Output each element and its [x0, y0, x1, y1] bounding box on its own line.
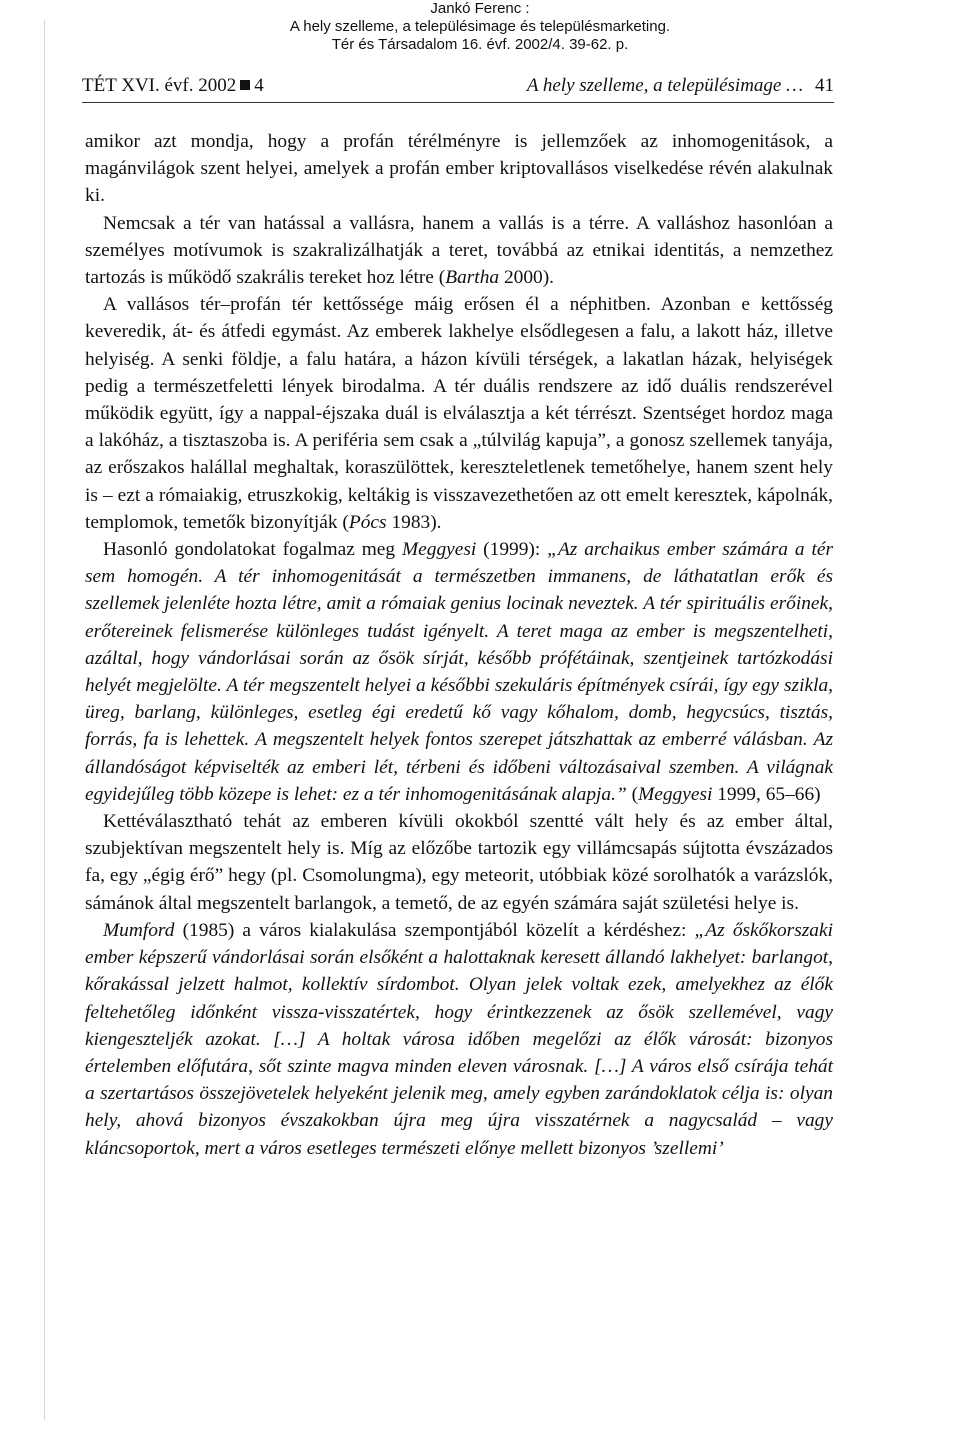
reference-meggyesi: Meggyesi	[401, 539, 477, 561]
reference-meggyesi-cite: Meggyesi	[638, 783, 713, 805]
running-head-right	[527, 74, 834, 98]
square-bullet-icon	[240, 80, 250, 90]
margin-rule	[44, 20, 45, 1420]
paragraph-4-cite-rest: 1999, 65–66)	[712, 783, 821, 805]
paragraph-2-text: Nemcsak a tér van hatással a vallásra, hanem a vallás is a térre. A valláshoz hasonlóan a személyes motívumok is szakralizálhatják a teret, továbbá az etnikai identitás, a nemzethez tartozás is működő szakrális tereket hoz létre (	[85, 212, 833, 289]
paragraph-3-end: 1983).	[386, 511, 442, 533]
issue-number: 4	[254, 75, 264, 96]
paragraph-3-text: A vallásos tér–profán tér kettőssége máig erősen él a néphitben. Azonban e kettősség keveredik, át- és átfedi egymást. Az emberek lakhelye elsődlegesen a falu, a lakott ház, illetve helyiség. A senki földje, a falu határa, a házon kívüli térségek, a lakatlan házak, helyiségek pedig a természetfeletti lények birodalma. A tér duális rendszere az idő duális rendszerével működik együtt, így a nappal-éjszaka duál is elválasztja a két térrészt. Szentséget hordoz maga a lakóház, a tisztaszoba is. A periféria sem csak a „túlvilág kapuja”, a gonosz szellemek tanyája, az erőszakos halállal meghaltak, koraszülöttek, kereszteletlenek temetőhelye, hanem szent hely is – ezt a rómaiakig, etruszkokig, keltákig is visszavezethetően az ott emelt keresztek, kápolnák, templomok, temetők bizonyítják (	[85, 294, 833, 533]
article-title: A hely szelleme, a településimage …	[526, 75, 803, 96]
paragraph-4-cite-open: (	[626, 783, 639, 805]
paragraph-4	[85, 536, 833, 808]
journal-label: TÉT XVI. évf. 2002	[82, 75, 237, 96]
paragraph-1-text: amikor azt mondja, hogy a profán térélményre is jellemzőek az inhomogenitások, a magánvilágok szent helyei, amelyek a profán ember kriptovallásos viselkedése révén alakulnak ki.	[85, 131, 833, 207]
paragraph-4-year: (1999):	[476, 539, 548, 561]
reference-mumford: Mumford	[103, 919, 175, 941]
paragraph-5	[85, 808, 833, 917]
quote-meggyesi: „Az archaikus ember számára a tér sem homogén. A tér inhomogenitását a természetben immanens, de láthatatlan erők és szellemek jelenléte hozta létre, amit a rómaiak genius locinak neveztek. A tér spirituális erőinek, erőtereinek felismerése különleges tudást igényelt. A teret maga az ember is megszentelheti, azáltal, hogy vándorlásai során az ősök sírját, később prófétáinak, szentjeinek tartózkodási helyét megjelölte. A tér megszentelt helyei a későbbi szekuláris építmények csírái, így egy szikla, üreg, barlang, különleges, esetleg égi eredetű kő vagy kőhalom, domb, hegycsúcs, tisztás, forrás, fa is lehettek. A megszentelt helyek fontos szerepet játszhattak az emberré válásban. Az állandóságot képviselték az emberi lét, térbeni és időbeni változásaival szemben. A világnak egyidejűleg több közepe is lehet: ez a tér inhomogenitásának alapja.”	[85, 539, 833, 805]
reference-bartha: Bartha	[445, 267, 500, 289]
citation-source: Tér és Társadalom 16. évf. 2002/4. 39-62. p.	[331, 36, 629, 53]
paragraph-6	[85, 917, 833, 1162]
page-number: 41	[815, 75, 834, 96]
quote-mumford: „Az őskőkorszaki ember képszerű vándorlásai során elsőként a halottaknak keresett állandó lakhelyet: barlangot, kőrakással jelzett halmot, kollektív sírdombot. Olyan jelek voltak ezek, amelyekhez az élők feltehetőleg időnként vissza-visszatértek, hogy érintkezzenek az ősök szellemével, vagy kiengeszteljék azokat. […] A holtak városa időben megelőzi az élők városát: bizonyos értelemben előfutára, sőt szinte magva minden eleven városnak. […] A város első csírája tehát a szertartásos összejövetelek helyeként jelenik meg, amely egyben zarándoklatok célja is: olyan hely, ahová bizonyos évszakokban újra meg újra visszatérnek a nagycsalád – vagy kláncsoportok, mert a város esetleges természeti előnye mellett bizonyos ’szellemi’	[85, 919, 833, 1159]
paragraph-4-intro: Hasonló gondolatokat fogalmaz meg	[103, 539, 402, 561]
paragraph-1	[85, 128, 833, 210]
running-head-left	[82, 74, 264, 98]
running-head	[82, 74, 834, 103]
paragraph-3	[85, 291, 833, 536]
citation-header	[0, 0, 960, 54]
paragraph-6-intro: (1985) a város kialakulása szempontjából közelít a kérdéshez:	[174, 919, 695, 941]
paragraph-2-end: 2000).	[499, 267, 555, 289]
paragraph-5-text: Kettéválasztható tehát az emberen kívüli okokból szentté vált hely és az ember által, szubjektívan megszentelt hely is. Míg az előzőbe tartozik egy villámcsapás sújtotta évszázados fa, egy „égig érő” hegy (pl. Csomolungma), egy meteorit, utóbbiak közé sorolhatók a varázslók, sámánok által megszentelt barlangok, a temető, de az egyén számára saját születési helye is.	[85, 811, 833, 914]
reference-pocs: Pócs	[348, 511, 387, 533]
citation-author: Jankó Ferenc :	[430, 0, 530, 17]
paragraph-2	[85, 210, 833, 292]
article-body	[85, 128, 833, 1162]
citation-title: A hely szelleme, a településimage és településmarketing.	[289, 18, 671, 35]
